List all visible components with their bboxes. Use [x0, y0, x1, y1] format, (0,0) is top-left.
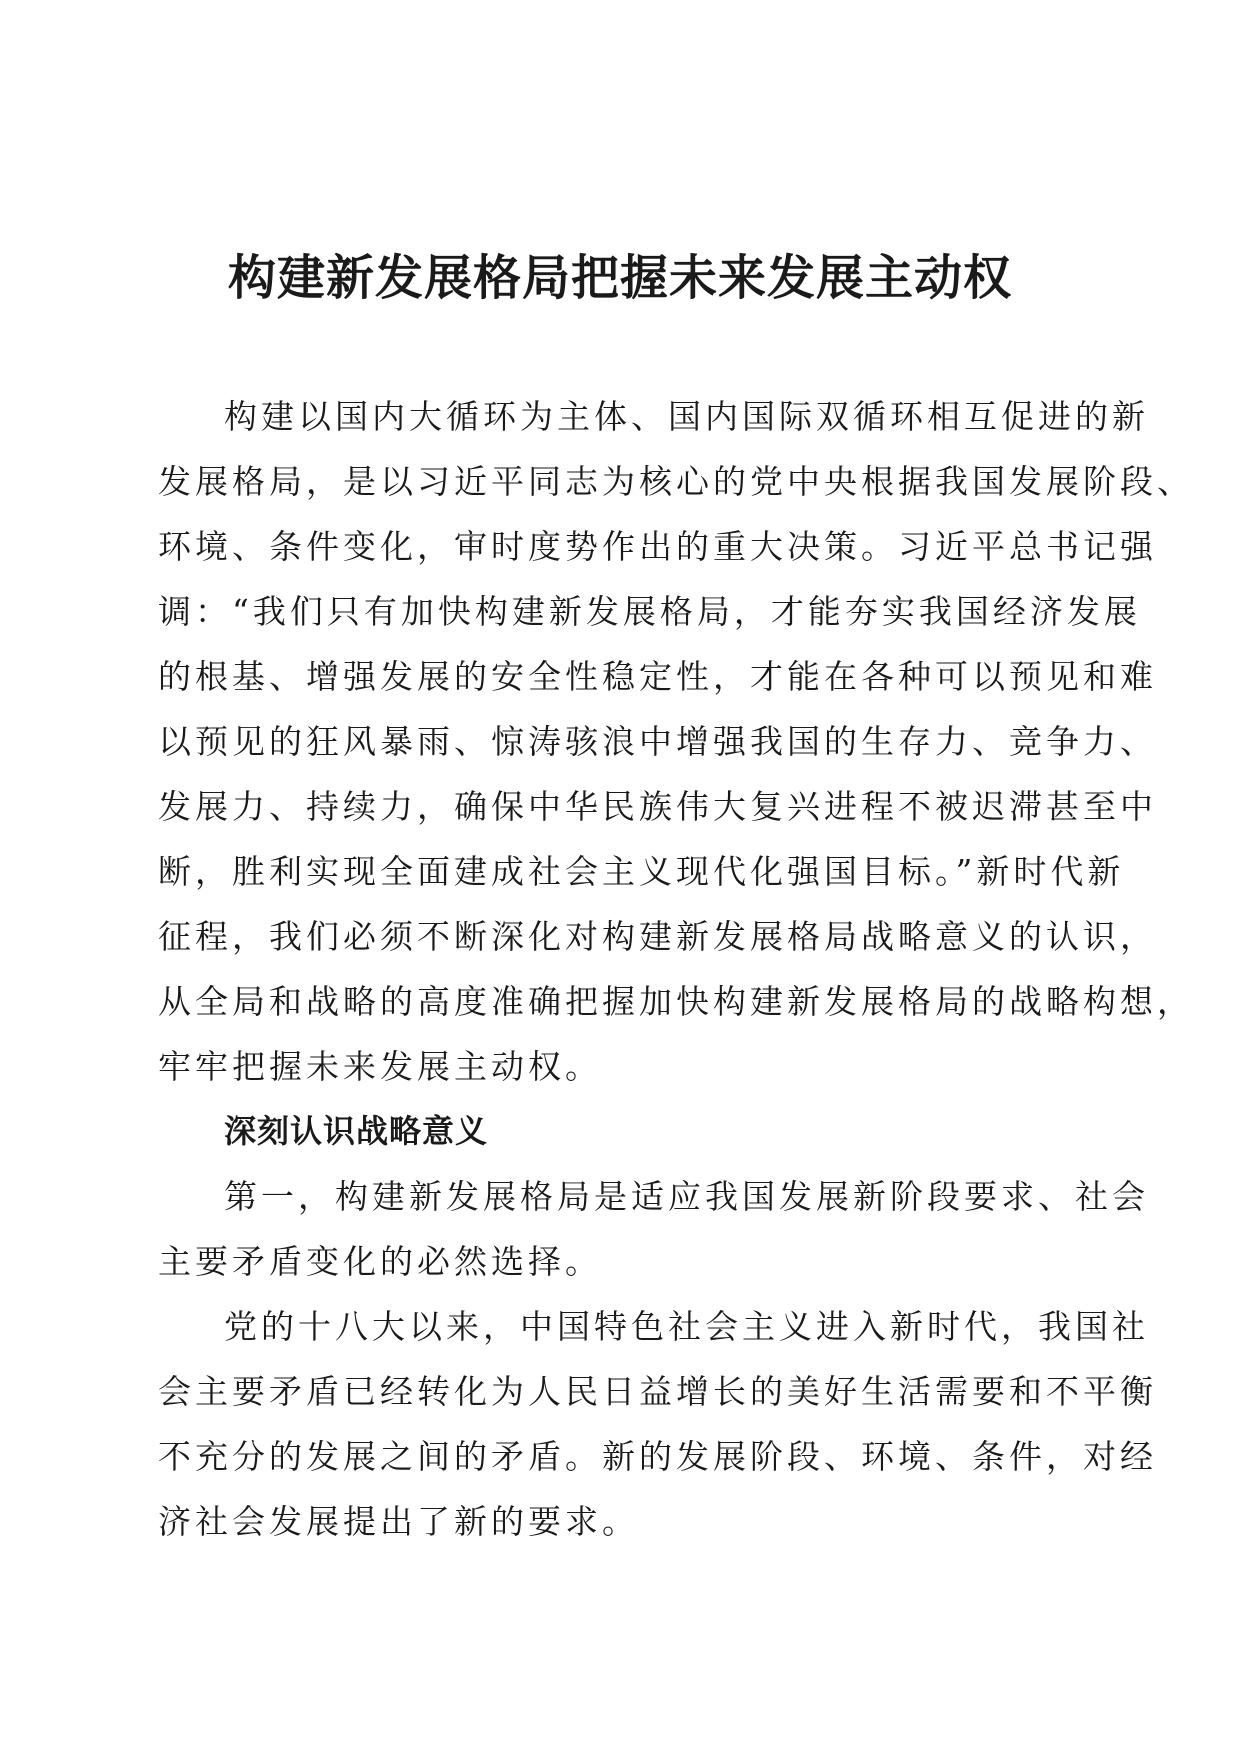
paragraph-line: 党的十八大以来，中国特色社会主义进入新时代，我国社 — [224, 1307, 1149, 1346]
paragraph-line: 济社会发展提出了新的要求。 — [158, 1502, 639, 1541]
document-title: 构建新发展格局把握未来发展主动权 — [227, 250, 1012, 306]
paragraph-line: 断，胜利实现全面建成社会主义现代化强国目标。”新时代新 — [158, 852, 1125, 891]
paragraph-3 — [158, 1294, 1157, 1554]
paragraph-1 — [158, 384, 1194, 1099]
paragraph-line: 发展格局，是以习近平同志为核心的党中央根据我国发展阶段、 — [158, 462, 1194, 501]
paragraph-2 — [158, 1164, 1149, 1294]
paragraph-line: 第一，构建新发展格局是适应我国发展新阶段要求、社会 — [224, 1177, 1149, 1216]
paragraph-line: 主要矛盾变化的必然选择。 — [158, 1242, 602, 1281]
paragraph-line: 的根基、增强发展的安全性稳定性，才能在各种可以预见和难 — [158, 657, 1157, 696]
paragraph-line: 会主要矛盾已经转化为人民日益增长的美好生活需要和不平衡 — [158, 1372, 1157, 1411]
paragraph-line: 调：“我们只有加快构建新发展格局，才能夯实我国经济发展 — [158, 592, 1141, 631]
paragraph-line: 环境、条件变化，审时度势作出的重大决策。习近平总书记强 — [158, 527, 1157, 566]
paragraph-line: 以预见的狂风暴雨、惊涛骇浪中增强我国的生存力、竞争力、 — [158, 722, 1157, 761]
paragraph-line: 从全局和战略的高度准确把握加快构建新发展格局的战略构想， — [158, 982, 1194, 1021]
document-body — [158, 384, 1194, 1554]
section-heading: 深刻认识战略意义 — [224, 1112, 489, 1150]
paragraph-line: 构建以国内大循环为主体、国内国际双循环相互促进的新 — [224, 397, 1149, 436]
paragraph-line: 发展力、持续力，确保中华民族伟大复兴进程不被迟滞甚至中 — [158, 787, 1157, 826]
paragraph-line: 征程，我们必须不断深化对构建新发展格局战略意义的认识， — [158, 917, 1157, 956]
paragraph-line: 牢牢把握未来发展主动权。 — [158, 1047, 602, 1086]
paragraph-line: 不充分的发展之间的矛盾。新的发展阶段、环境、条件，对经 — [158, 1437, 1157, 1476]
